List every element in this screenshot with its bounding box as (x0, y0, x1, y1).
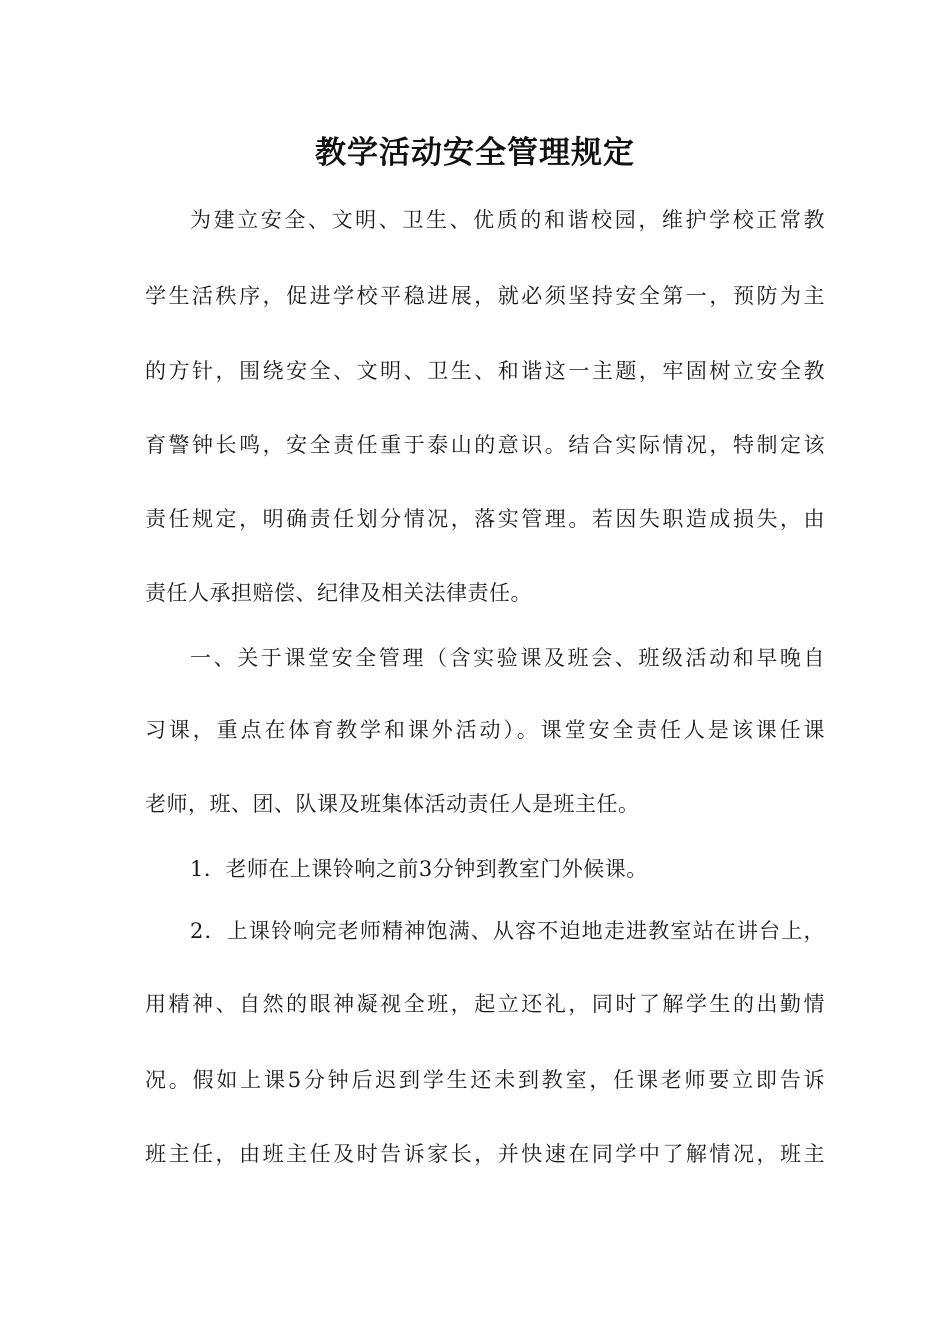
paragraph-line: 况。假如上课5分钟后迟到学生还未到教室，任课老师要立即告诉 (145, 1068, 825, 1092)
paragraph-line: 用精神、自然的眼神凝视全班，起立还礼，同时了解学生的出勤情 (145, 992, 825, 1016)
paragraph-line: 责任规定，明确责任划分情况，落实管理。若因失职造成损失，由 (145, 507, 825, 531)
document-title: 教学活动安全管理规定 (315, 135, 635, 171)
paragraph-line: 老师，班、团、队课及班集体活动责任人是班主任。 (145, 792, 640, 816)
paragraph-line: 育警钟长鸣，安全责任重于泰山的意识。结合实际情况，特制定该 (145, 433, 825, 457)
paragraph-line: 一、关于课堂安全管理（含实验课及班会、班级活动和早晚自 (190, 646, 825, 670)
paragraph-line: 为建立安全、文明、卫生、优质的和谐校园，维护学校正常教 (190, 208, 825, 232)
paragraph-line: 习课，重点在体育教学和课外活动）。课堂安全责任人是该课任课 (145, 718, 825, 742)
paragraph-line: 责任人承担赔偿、纪律及相关法律责任。 (145, 581, 532, 605)
paragraph-line: 班主任，由班主任及时告诉家长，并快速在同学中了解情况，班主 (145, 1142, 825, 1166)
paragraph-line: 的方针，围绕安全、文明、卫生、和谐这一主题，牢固树立安全教 (145, 359, 825, 383)
paragraph-line: 学生活秩序，促进学校平稳进展，就必须坚持安全第一，预防为主 (145, 284, 825, 308)
paragraph-line: 2．上课铃响完老师精神饱满、从容不迫地走进教室站在讲台上， (190, 919, 825, 943)
paragraph-line: 1．老师在上课铃响之前3分钟到教室门外候课。 (190, 857, 648, 881)
